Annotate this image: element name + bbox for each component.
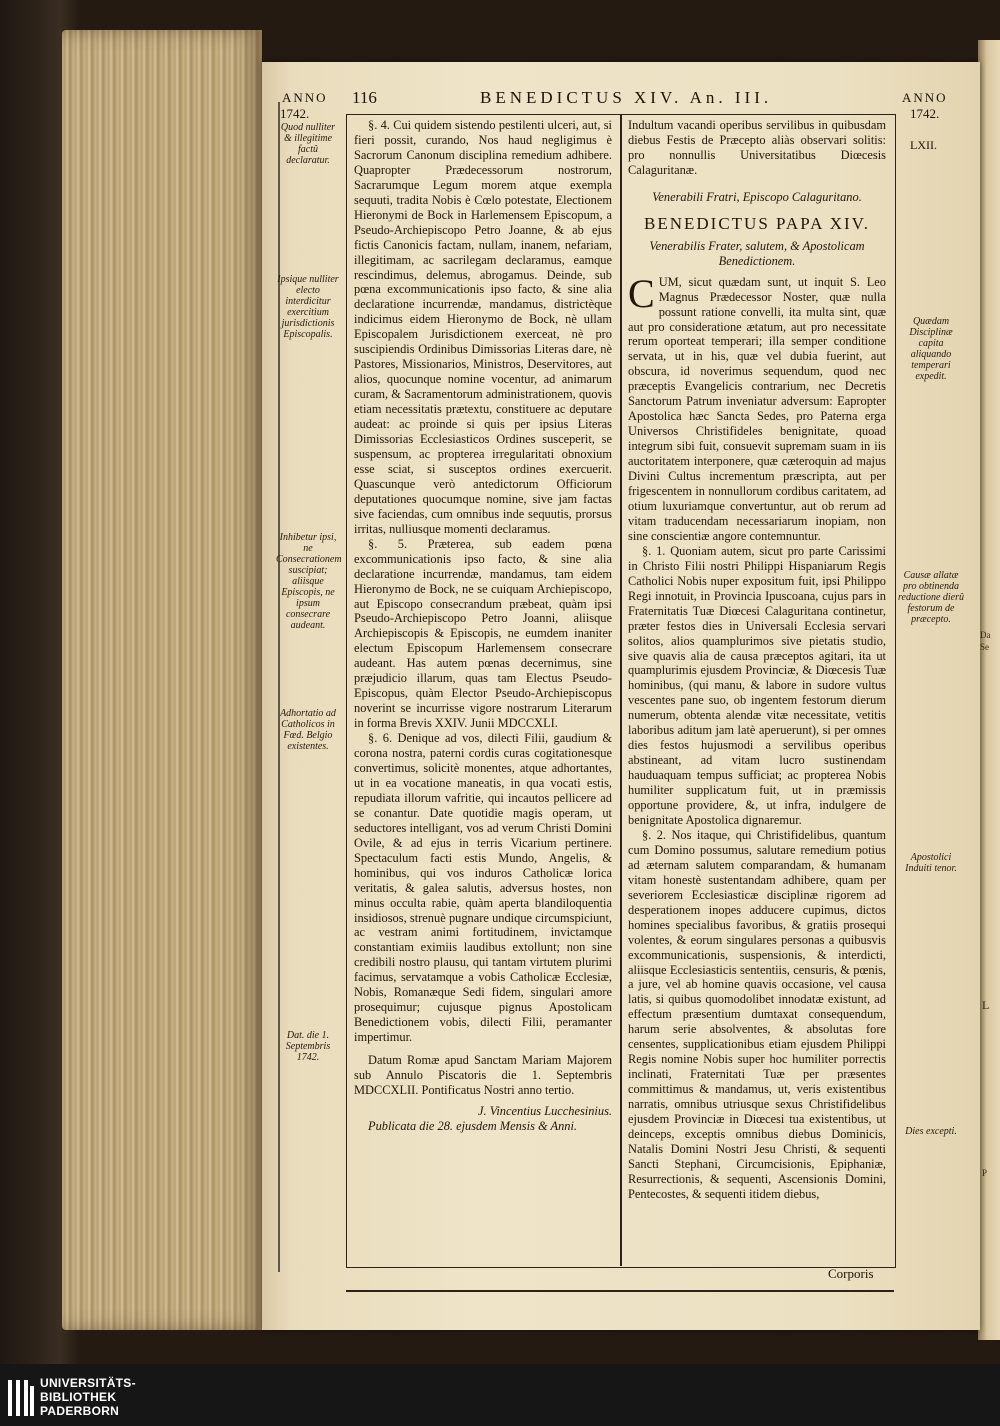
facing-fragment: P <box>982 1168 988 1178</box>
document-number: LXII. <box>910 138 937 152</box>
page-number: 116 <box>352 88 377 107</box>
library-line: UNIVERSITÄTS- <box>40 1376 136 1390</box>
facing-fragment: Se <box>980 642 989 652</box>
facing-page-edge <box>978 40 1000 1340</box>
salutation: Venerabilis Frater, salutem, & Apostolicam Benedictionem. <box>649 238 865 268</box>
margin-note: Adhortatio ad Catholicos in Fœd. Belgio existentes. <box>280 708 336 752</box>
right-column <box>628 118 886 1264</box>
catchword: Corporis <box>828 1266 874 1281</box>
drop-cap: C <box>628 270 655 316</box>
paragraph: §. 4. Cui quidem sistendo pestilenti ulceri, aut, si fieri possit, curando, Nos haud negligimus è Sacrorum Canonum disciplina remedium adhibere. Quapropter Prædecessorum nostrorum, Sacrarumque Legum morem atque exempla sequuti, tradita Nobis è Cœlo potestate, Electionem Hieronymi de Bock in Harlemensem Episcopum, a Pseudo-Archiepiscopo Petro Joanne, & ab ejus fictis Canonicis factam, nullam, inanem, nefariam, illegitimam, ac sacrilegam declaramus, eamque rescindimus, delemus, abrogamus. Deinde, sub pœna excommunicationis ipso facto, & sine alia declaratione incurrendæ, mandamus, districtèque indicimus eidem Hieronymo de Bock, nè ullam Episcopalem Jurisdictionem exerceat, nè pro suscipiendis Ordinibus Dimissorias Literas dare, nè Pastores, Missionarios, Ministros, Deservitores, aut alios, quocunque nomine vocentur, ad animarum curam, & Sacramentorum administrationem, quovis etiam necessitatis prætextu, constituere ac deputare audeat: ac proinde si quis per ipsius Literas Dimissorias Ecclesiasticos Ordines susceperit, se suspensum, ac propterea irregularitati obnoxium esse sciat, si susceptos ordines exercuerit. Quascunque verò antedictorum Officiorum deputationes quocumque nomine, sive jam factas sive faciendas, cum omnibus inde sequutis, prorsus irritas, nulliusque momenti declaramus. <box>354 118 612 536</box>
margin-note: Dies excepti. <box>905 1126 957 1137</box>
book-fore-edge <box>62 30 262 1330</box>
margin-note: Causæ allatæ pro obtinenda reductione dierû festorum de præcepto. <box>898 570 965 625</box>
paragraph: §. 2. Nos itaque, qui Christifidelibus, quantum cum Domino possumus, salutare remedium potius ad æternam salutem comparandam, & humanam vitam honestè sustentandam adhibere, quam per severiorem Ecclesiasticæ disciplinæ rigorem ad desperationem inopes adducere cupimus, dictos homines specialibus favoribus, & gratiis prosequi volentes, & eorum singulares personas a quibusvis excommunicationis, suspensionis, & interdicti, aliisque Ecclesiasticis sententiis, censuris, & pœnis, a jure, vel ab homine quavis occasione, vel causa latis, si quibus quomodolibet innodatæ existunt, ad effectum præsentium dumtaxat consequendum, harum serie absolventes, & absolutas fore censentes, supplicationibus etiam ejusdem Philippi Regis nomine Nobis super hoc humiliter porrectis inclinati, Fraternitati Tuæ per præsentes committimus & mandamus, ut, veris existentibus narratis, omnibus utriusque sexus Christifidelibus ejusdem Provinciæ in Diœcesi tua existentibus, ut deinceps, exceptis omnibus diebus Dominicis, Natalis Domini Nostri Jesu Christi, & sequenti Sancti Stephani, Circumcisionis, Epiphaniæ, Resurrectionis, & sequenti, Ascensionis Domini, Pentecostes, & sequenti itidem diebus, <box>628 827 886 1201</box>
pope-title: BENEDICTUS PAPA XIV. <box>644 213 870 233</box>
bottom-rule <box>346 1290 894 1292</box>
column-divider <box>620 114 622 1266</box>
margin-note: Quod nulliter & illegitime factû declaratur. <box>280 122 336 166</box>
paragraph <box>628 270 886 544</box>
paragraph-text: UM, sicut quædam sunt, ut inquit S. Leo Magnus Prædecessor Noster, quæ nulla possunt ratione convelli, ita multa sint, quæ aut pro consideratione ætatum, aut pro necessitate rerum oporteat temperari; illa semper conditione servata, ut in his, quæ vel dubia fuerint, aut obscura, id noverimus sequendum, quod nec præceptis Evangelicis contrarium, nec Decretis Sanctorum Patrum inveniatur adversum: Eapropter Apostolica hæc Sancta Sedes, pro Paterna erga Universos Christifideles benignitate, quoad integrum sibi fuit, consuevit supremam suam in iis auctoritatem interponere, quæ cæteroquin ad majus Divini Cultus incrementum præscripta, aut per frigescentem in nonnullorum cordibus caritatem, ad otium luxuriamque convertuntur, aut ob rerum ad vitam traducendam necessariarum inopiam, non sine conscientiæ angore contemnuntur. <box>628 274 886 543</box>
paragraph: §. 6. Denique ad vos, dilecti Filii, gaudium & corona nostra, paterni cordis curas cogitationesque convertimus, solicitè monentes, atque adhortantes, ut in ea vocatione maneatis, in qua vocati estis, repudiata illorum vafritie, qui incautos pellicere ad se conantur. Date quotidie magis operam, ut seductores intelligant, vos ad verum Christi Domini Ovile, & ad ejus in terris Vicarium pertinere. Spectaculum facti estis Mundo, Angelis, & hominibus, qui vos induros Catholicæ lorica veritatis, & galea salutis, adversus hostes, non minus occulta rabie, quàm aperta blandiloquentia insidiosos, strenuè pugnare undique circumspiciunt, ac vestram animi fortitudinem, invictamque constantiam eximiis laudibus extollunt; non sine credibili nostro plausu, qui tantam virtutem plurimi facimus, servatamque a vobis Catholicæ Ecclesiæ, Nobis, Romanæque Sedi fidem, singulari amore prosequimur; cujusque pignus Apostolicam Benedictionem vobis, dilecti Filii, peramanter impertimur. <box>354 731 612 1045</box>
header-anno-left: ANNO <box>282 90 328 105</box>
header-anno-right: ANNO <box>902 90 948 105</box>
header-year-left: 1742. <box>280 106 310 121</box>
signature: J. Vincentius Lucchesinius. <box>478 1103 612 1118</box>
address-line: Venerabili Fratri, Episcopo Calaguritano. <box>652 189 862 204</box>
paragraph: §. 1. Quoniam autem, sicut pro parte Carissimi in Christo Filii nostri Philippi Hispaniarum Regis Catholici Nobis nuper expositum fuit, ipsi Philippo Regi innotuit, in Provincia Ipuscoana, cujus pars in Fraternitatis Tuæ Diœcesi Calaguritana continetur, præter festos dies in Universali Ecclesia servari solitos, alios quamplurimos sive pietatis studio, sive quavis alia de causa præceptos agitari, ita ut quamplurimis ejusdem Provinciæ, & Diœcesis Tuæ hominibus, (qui manu, & labore in sudore vultus vescentes pane suo, ob ingentem festorum dierum numerum, obtenta alendæ vitæ necessitate, vetitis laboribus aditum jam latè aperuerunt), si per omnes dies festos hujusmodi a servilibus operibus abstineant, ad vitam lucro sustinendam hauduaquam tempus sufficiat; ac propterea Nobis humiliter supplicatum fuit, ut in præmissis opportune providere, &, ut infra, indulgere de benignitate Apostolica dignaremur. <box>628 543 886 827</box>
header-year-right: 1742. <box>910 106 940 121</box>
library-logo-icon <box>6 1376 36 1420</box>
margin-note: Apostolici Induiti tenor. <box>905 852 957 874</box>
facing-fragment: Da <box>980 630 991 640</box>
margin-note: Ipsique nulliter electo interdicitur exercitium jurisdictionis Episcopalis. <box>277 274 339 340</box>
library-banner <box>0 1364 1000 1426</box>
running-title: BENEDICTUS XIV. An. III. <box>480 88 773 107</box>
document-summary: Indultum vacandi operibus servilibus in quibusdam diebus Festis de Præcepto aliàs observari solitis: pro nonnullis Universitatibus Diœcesis Calaguritanæ. <box>628 118 886 177</box>
library-line: PADERBORN <box>40 1404 120 1418</box>
facing-fragment: L <box>982 998 990 1012</box>
book-page <box>262 62 980 1330</box>
publication-note: Publicata die 28. ejusdem Mensis & Anni. <box>368 1118 578 1133</box>
margin-note: Inhibetur ipsi, ne Consecrationem suscipiat; aliisque Episcopis, ne ipsum consecrare audeant. <box>276 532 342 631</box>
library-name <box>40 1376 136 1418</box>
margin-note: Dat. die 1. Septembris 1742. <box>285 1030 331 1063</box>
left-column <box>354 118 612 1208</box>
datum: Datum Romæ apud Sanctam Mariam Majorem sub Annulo Piscatoris die 1. Septembris MDCCXLII. Pontificatus Nostri anno tertio. <box>354 1053 612 1097</box>
margin-note: Quædam Disciplinæ capita aliquando temperari expedit. <box>909 316 953 382</box>
paragraph: §. 5. Præterea, sub eadem pœna excommunicationis ipso facto, & sine alia declaratione incurrendæ, mandamus, tam eidem Hieronymo de Bock, ne se cuiquam Archiepiscopo, aut Episcopo consecrandum præbeat, quàm ipsi Pseudo-Archiepiscopo Petro Joanni, aliisque Archiepiscopis & Episcopis, ne eumdem inaniter electum Episcopum Harlemensem consecrare audeant. Has autem pœnas decernimus, sine præjudicio illarum, quas tam Electus Pseudo-Episcopus, quàm Elector Pseudo-Archiepiscopus noverint se incurrisse vigore nostrarum Literarum in forma Brevis XXIV. Junii MDCCXLI. <box>354 536 612 731</box>
library-line: BIBLIOTHEK <box>40 1390 117 1404</box>
